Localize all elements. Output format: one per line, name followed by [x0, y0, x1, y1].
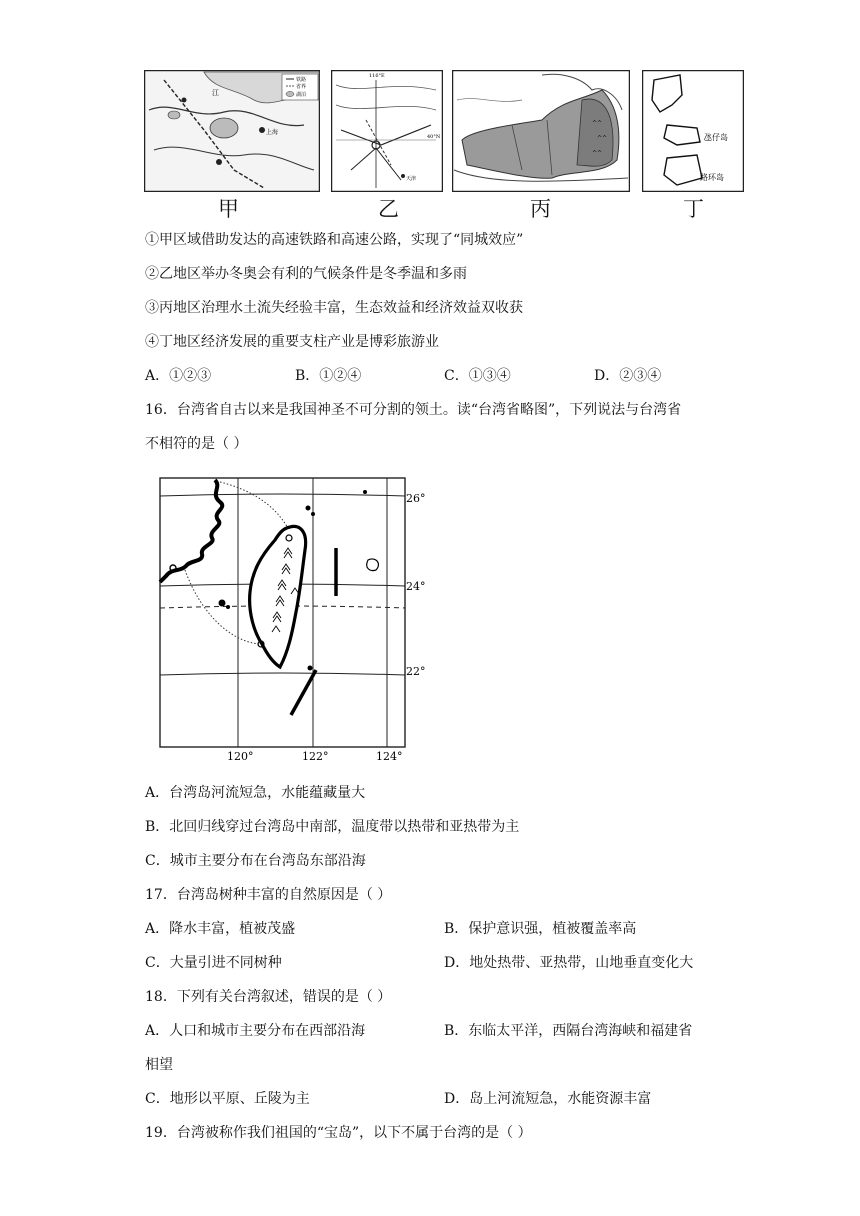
- ding-label-coloane: 路环岛: [700, 173, 724, 182]
- q17-option-c[interactable]: C．大量引进不同树种: [145, 955, 282, 971]
- q15-statement-4: ④丁地区经济发展的重要支柱产业是博彩旅游业: [145, 334, 439, 350]
- q18-option-b[interactable]: B．东临太平洋，西隔台湾海峡和福建省: [444, 1023, 693, 1039]
- q19-stem: 19．台湾被称作我们祖国的“宝岛”，以下不属于台湾的是（ ）: [145, 1125, 532, 1141]
- map-label-jia: 甲: [218, 197, 239, 221]
- q17-option-a[interactable]: A．降水丰富，植被茂盛: [145, 921, 296, 937]
- q16-stem-line1: 16．台湾省自古以来是我国神圣不可分割的领土。读“台湾省略图”，下列说法与台湾省: [145, 402, 682, 418]
- ding-label-taipa: 氹仔岛: [704, 133, 728, 142]
- jia-label-river: 江: [212, 89, 219, 97]
- lat-label-22: 22°: [406, 665, 426, 678]
- jia-legend-border: 省界: [296, 84, 307, 90]
- yi-label-lon: 116°E: [369, 73, 385, 79]
- q18-option-b-continued: 相望: [145, 1057, 173, 1073]
- q16-option-b[interactable]: B．北回归线穿过台湾岛中南部，温度带以热带和亚热带为主: [145, 819, 520, 835]
- q15-statement-2: ②乙地区举办冬奥会有利的气候条件是冬季温和多雨: [145, 266, 467, 282]
- lon-label-124: 124°: [376, 750, 403, 763]
- map-jia: [144, 70, 320, 192]
- jia-legend-lake: 湖泊: [296, 92, 307, 98]
- q15-statement-1: ①甲区域借助发达的高速铁路和高速公路，实现了“同城效应”: [145, 232, 524, 248]
- lon-label-120: 120°: [227, 750, 254, 763]
- q16-option-a[interactable]: A．台湾岛河流短急，水能蕴藏量大: [145, 785, 366, 801]
- jia-legend-railway: 铁路: [296, 77, 307, 83]
- q15-option-d[interactable]: D．②③④: [594, 368, 662, 384]
- map-ding: [642, 70, 744, 192]
- svg-text:^^: ^^: [597, 135, 608, 142]
- q15-statement-3: ③丙地区治理水土流失经验丰富，生态效益和经济效益双收获: [145, 300, 523, 316]
- q16-option-c[interactable]: C．城市主要分布在台湾岛东部沿海: [145, 853, 366, 869]
- map-label-ding: 丁: [683, 197, 704, 221]
- svg-text:^^: ^^: [592, 150, 603, 157]
- map-label-bing: 丙: [530, 197, 551, 221]
- q16-stem-line2: 不相符的是（ ）: [145, 436, 248, 452]
- taiwan-map: [150, 472, 432, 764]
- map-yi: [331, 70, 443, 192]
- q18-option-d[interactable]: D．岛上河流短急，水能资源丰富: [444, 1091, 652, 1107]
- jia-label-shanghai: 上海: [266, 129, 279, 136]
- lon-label-122: 122°: [302, 750, 329, 763]
- lat-label-26: 26°: [406, 492, 426, 505]
- q18-option-c[interactable]: C．地形以平原、丘陵为主: [145, 1091, 310, 1107]
- q17-option-b[interactable]: B．保护意识强，植被覆盖率高: [444, 921, 637, 937]
- q17-stem: 17．台湾岛树种丰富的自然原因是（ ）: [145, 887, 392, 903]
- q15-option-c[interactable]: C．①③④: [444, 368, 511, 384]
- q15-option-b[interactable]: B．①②④: [295, 368, 362, 384]
- q15-option-a[interactable]: A．①②③: [145, 368, 212, 384]
- map-bing: [452, 70, 630, 192]
- q18-stem: 18．下列有关台湾叙述，错误的是（ ）: [145, 989, 392, 1005]
- map-label-yi: 乙: [378, 197, 399, 221]
- q17-option-d[interactable]: D．地处热带、亚热带，山地垂直变化大: [444, 955, 694, 971]
- q18-option-a[interactable]: A．人口和城市主要分布在西部沿海: [145, 1023, 366, 1039]
- svg-text:^^: ^^: [592, 120, 603, 127]
- yi-label-lat: 40°N: [427, 134, 441, 140]
- yi-label-tianjin: 天津: [406, 176, 417, 182]
- lat-label-24: 24°: [406, 580, 426, 593]
